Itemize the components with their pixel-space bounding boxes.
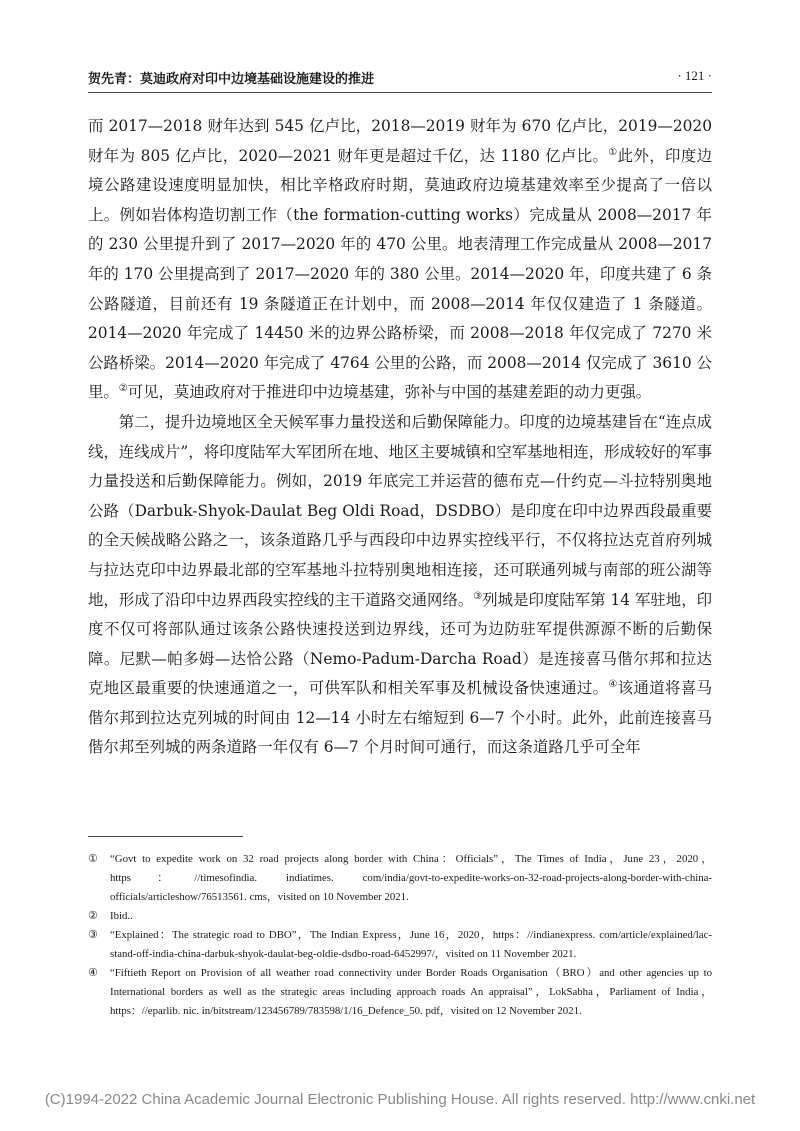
copyright-watermark: (C)1994-2022 China Academic Journal Electronic Publishing House. All rights reserved. http://www.cnki.net: [44, 1091, 756, 1108]
footnotes: [88, 850, 712, 1021]
footnote-text: “Explained：The strategic road to DBO”，The Indian Express，June 16，2020，https：//indianexpress. com/article/explained/lac-stand-off-india-china-darbuk-shyok-daulat-beg-oldie-dsdbo-road-6452997/，visited on 11 November 2021.: [110, 929, 712, 960]
paragraph-2-text-a: 第二，提升边境地区全天候军事力量投送和后勤保障能力。印度的边境基建旨在“连点成线，连线成片”，将印度陆军大军团所在地、地区主要城镇和空军基地相连，形成较好的军事力量投送和后勤保障能力。例如，2019 年底完工并运营的德布克—什约克—斗拉特别奥地公路（Darbuk-Shyok-Daulat Beg Oldi Road，DSDBO）是印度在印中边界西段最重要的全天候战略公路之一，该条道路几乎与西段印中边界实控线平行，不仅将拉达克首府列城与拉达克印中边界最北部的空军基地斗拉特别奥地相连接，还可联通列城与南部的班公湖等地，形成了沿印中边界西段实控线的主干道路交通网络。: [88, 412, 712, 609]
footnote-number: ③: [88, 929, 98, 941]
paragraph-2-text-b: 列城是印度陆军第 14 军驻地，印度不仅可将部队通过该条公路快速投送到边界线，还可为边防驻军提供源源不断的后勤保障。尼默—帕多姆—达恰公路（Nemo-Padum-Darcha Road）是连接喜马偕尔邦和拉达克地区最重要的快速通道之一，可供军队和相关军事及机械设备快速通过。: [88, 590, 712, 698]
footnote-number: ④: [88, 967, 98, 979]
paragraph-1-text-b: 此外，印度边境公路建设速度明显加快，相比辛格政府时期，莫迪政府边境基建效率至少提高了一倍以上。例如岩体构造切割工作（the formation-cutting works）完成量从 2008—2017 年的 230 公里提升到了 2017—2020 年的 470 公里。地表清理工作完成量从 2008—2017 年的 170 公里提高到了 2017—2020 年的 380 公里。2014—2020 年，印度共建了 6 条公路隧道，目前还有 19 条隧道正在计划中，而 2008—2014 年仅仅建造了 1 条隧道。2014—2020 年完成了 14450 米的边界公路桥梁，而 2008—2018 年仅完成了 7270 米公路桥梁。2014—2020 年完成了 4764 公里的公路，而 2008—2014 仅完成了 3610 公里。: [88, 146, 713, 402]
paragraph-2-text-c: 该通道将喜马偕尔邦到拉达克列城的时间由 12—14 小时左右缩短到 6—7 个小时。此外，此前连接喜马偕尔邦至列城的两条道路一年仅有 6—7 个月时间可通行，而这条道路几乎可全年: [88, 679, 712, 757]
footnote-2: [88, 907, 712, 926]
footnote-4: [88, 964, 712, 1021]
paragraph-2: [88, 408, 712, 763]
running-header: [88, 64, 712, 93]
footnote-ref-4[interactable]: ④: [608, 679, 618, 691]
paragraph-1-text-c: 可见，莫迪政府对于推进印中边境基建，弥补与中国的基建差距的动力更强。: [127, 383, 652, 402]
page-number: · 121 ·: [677, 68, 712, 83]
footnote-number: ①: [88, 853, 98, 865]
running-title: 贺先青：莫迪政府对印中边境基础设施建设的推进: [88, 72, 375, 87]
footnote-text: Ibid..: [110, 910, 133, 922]
footnote-text: “Govt to expedite work on 32 road projects along border with China：Officials”，The Times of India，June 23，2020，https：//timesofindia. indiatimes. com/india/govt-to-expedite-works-on-32-road-projects-along-border-with-china-officials/articleshow/76513561. cms，visited on 10 November 2021.: [110, 853, 712, 903]
footnote-3: [88, 926, 712, 964]
footnote-ref-1[interactable]: ①: [608, 146, 618, 158]
paragraph-1: [88, 112, 712, 408]
footnote-number: ②: [88, 910, 98, 922]
footnote-ref-2[interactable]: ②: [118, 383, 128, 395]
footnote-divider: [88, 836, 243, 837]
footnote-ref-3[interactable]: ③: [473, 590, 483, 602]
footnote-1: [88, 850, 712, 907]
body-text: [88, 112, 712, 763]
paragraph-1-text-a: 而 2017—2018 财年达到 545 亿卢比，2018—2019 财年为 670 亿卢比，2019—2020 财年为 805 亿卢比，2020—2021 财年更是超过千亿，达 1180 亿卢比。: [88, 117, 712, 165]
footnote-text: “Fiftieth Report on Provision of all weather road connectivity under Border Roads Organisation（BRO）and other agencies up to International borders as well as the strategic areas including approach roads An appraisal”，LokSabha，Parliament of India，https：//eparlib. nic. in/bitstream/123456789/783598/1/16_Defence_50. pdf，visited on 12 November 2021.: [110, 967, 712, 1017]
